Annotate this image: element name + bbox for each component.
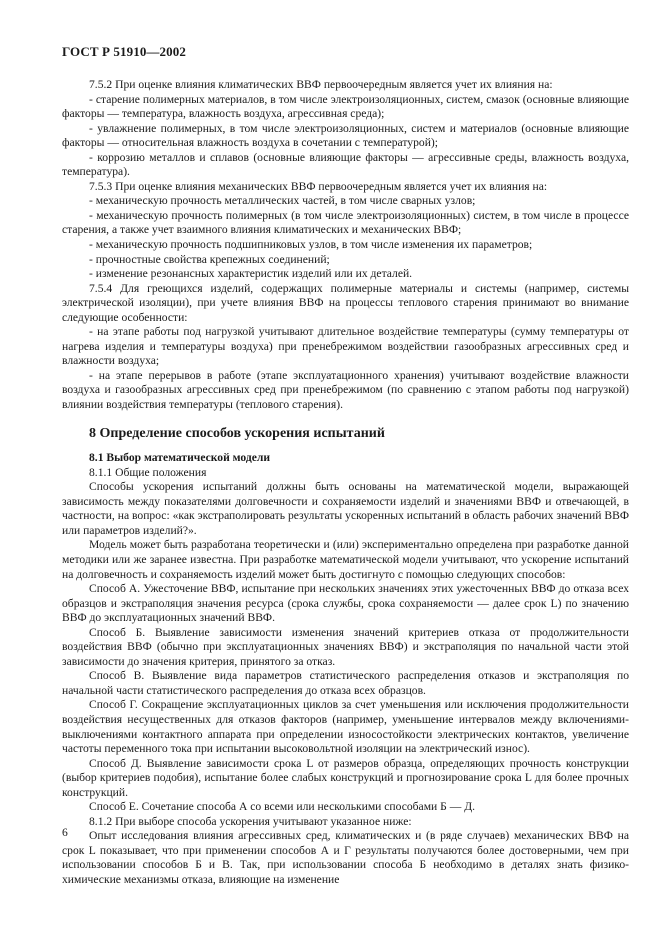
method-g-paragraph: Способ Г. Сокращение эксплуатационных циклов за счет уменьшения или исключения продолжительности воздействия несущественных для отказов факторов (например, уменьшение интервалов между включениями-выключениями контактного аппарата при определении износостойкости электрических контактов, увеличение частоты переменного тока при испытании высоковольтной изоляции на электрический износ). bbox=[62, 698, 629, 756]
paragraph-7-5-2: 7.5.2 При оценке влияния климатических ВВФ первоочередным является учет их влияния на: bbox=[89, 78, 553, 91]
paragraph-7-5-3: 7.5.3 При оценке влияния механических ВВФ первоочередным является учет их влияния на: bbox=[89, 179, 548, 193]
paragraph-8-1-2: 8.1.2 При выборе способа ускорения учитывают указанное ниже: bbox=[89, 814, 412, 828]
paragraph-8-1-1-title: 8.1.1 Общие положения bbox=[89, 465, 207, 479]
paragraph: Опыт исследования влияния агрессивных сред, климатических и (в ряде случаев) механических ВВФ на срок L показывает, что при применении способов А и Г результаты получаются более достоверными, чем при использовании способов Б и В. Так, при использовании способа Б необходимо в деталях знать физико-химические механизмы отказа, влияющие на изменение bbox=[62, 829, 629, 886]
paragraph: Модель может быть разработана теоретически и (или) экспериментально определена при разработке данной методики или же заранее известна. При разработке математической модели учитывают, что ускорение испытаний на долговечность и сохраняемость изделий может быть достигнуто с помощью следующих способов: bbox=[62, 538, 629, 581]
document-header: ГОСТ Р 51910—2002 bbox=[62, 44, 186, 59]
list-item: - увлажнение полимерных, в том числе электроизоляционных, систем и материалов (основные влияющие факторы — относительная влажность воздуха в сочетании с температурой); bbox=[62, 121, 629, 150]
list-item: - на этапе перерывов в работе (этапе эксплуатационного хранения) учитывают воздействие влажности воздуха и газообразных агрессивных сред при пренебрежимом (по сравнению с этапом работы под нагрузкой) влиянии воздействия температуры (теплового старения). bbox=[62, 368, 629, 412]
list-item: - изменение резонансных характеристик изделий или их деталей. bbox=[89, 267, 413, 281]
list-item: - механическую прочность полимерных (в том числе электроизоляционных) систем, в том числе в процессе старения, а также учет взаимного влияния климатических и механических ВВФ; bbox=[62, 208, 629, 237]
page-number: 6 bbox=[62, 826, 68, 839]
method-d-paragraph: Способ Д. Выявление зависимости срока L от размеров образца, определяющих прочность конструкции (выбор критериев подобия), испытание более слабых конструкций и прогнозирование срока L для более прочных конструкций. bbox=[62, 756, 629, 799]
method-v-paragraph: Способ В. Выявление вида параметров статистического распределения отказов и экстраполяция по начальной части статистического распределения до отказа всех образцов. bbox=[62, 669, 629, 697]
subsection-heading-8-1: 8.1 Выбор математической модели bbox=[89, 451, 271, 465]
method-a-paragraph: Способ А. Ужесточение ВВФ, испытание при нескольких значениях этих ужесточенных ВВФ до отказа всех образцов и экстраполяция значения ресурса (срока службы, срока сохраняемости — далее срок L) по значению ВВФ до эксплуатационных значений ВВФ. bbox=[62, 582, 629, 625]
list-item: - на этапе работы под нагрузкой учитывают длительное воздействие температуры (сумму температуры от нагрева изделия и температуры воздуха) при пренебрежимом воздействии газообразных агрессивных сред и влажности воздуха; bbox=[62, 325, 629, 368]
list-item: - коррозию металлов и сплавов (основные влияющие факторы — агрессивные среды, влажность воздуха, температура). bbox=[62, 150, 629, 179]
method-b-paragraph: Способ Б. Выявление зависимости изменения значений критериев отказа от продолжительности воздействия ВВФ (обычно при эксплуатационных значениях ВВФ) и экстраполяция по начальной части этой зависимости до значения критерия, принятого за отказ. bbox=[62, 625, 629, 668]
document-body bbox=[62, 78, 629, 888]
paragraph-7-5-4: 7.5.4 Для греющихся изделий, содержащих полимерные материалы и системы (например, системы электрической изоляции), при учете влияния ВВФ на процессы теплового старения принимают во внимание следующие особенности: bbox=[62, 281, 629, 324]
paragraph: Способы ускорения испытаний должны быть основаны на математической модели, выражающей зависимость между показателями долговечности и сохраняемости изделий и значениями ВВФ и отвечающей, в частности, на вопрос: «как экстраполировать результаты ускоренных испытаний в область рабочих значений ВВФ или параметров изделий?». bbox=[62, 480, 629, 537]
method-e-paragraph: Способ Е. Сочетание способа А со всеми или несколькими способами Б — Д. bbox=[89, 800, 476, 814]
list-item: - механическую прочность подшипниковых узлов, в том числе изменения их параметров; bbox=[89, 238, 533, 252]
list-item: - старение полимерных материалов, в том числе электроизоляционных, систем, смазок (основные влияющие факторы — температура, влажность воздуха, агрессивная среда); bbox=[62, 92, 629, 121]
list-item: - механическую прочность металлических частей, в том числе сварных узлов; bbox=[89, 194, 476, 208]
section-heading-8: 8 Определение способов ускорения испытаний bbox=[89, 425, 385, 441]
list-item: - прочностные свойства крепежных соединений; bbox=[89, 252, 330, 266]
